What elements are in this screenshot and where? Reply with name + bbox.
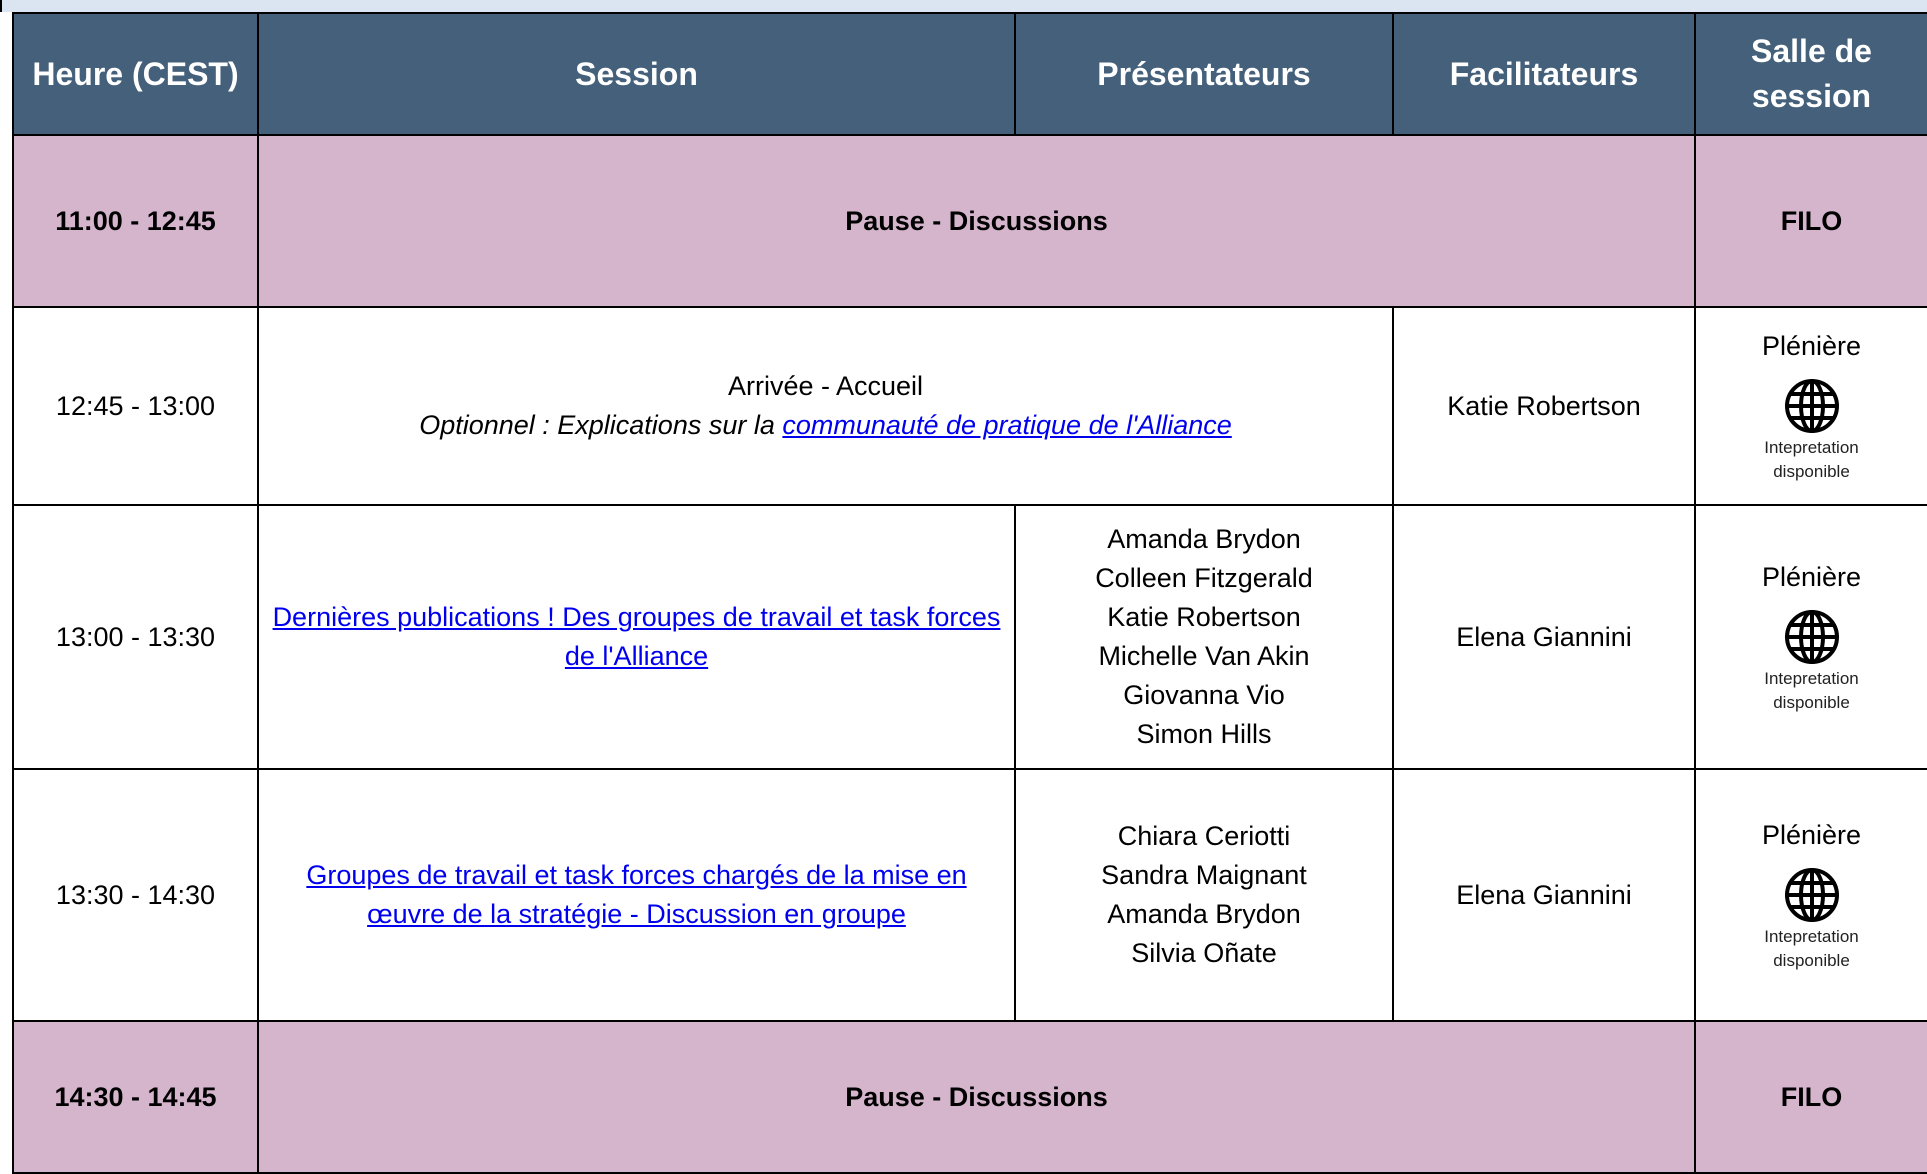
presenter-name: Colleen Fitzgerald [1095,563,1313,593]
table-row [13,135,1927,307]
interpretation-label-1: Intepretation [1764,438,1859,457]
globe-icon [1784,867,1840,923]
room-cell: FILO [1695,1021,1927,1173]
room-name: Plénière [1761,331,1862,361]
table-row [13,1021,1927,1173]
presenter-name: Silvia Oñate [1131,938,1277,968]
table-row [13,505,1927,769]
session-cell: Pause - Discussions [258,135,1695,307]
header-time: Heure (CEST) [13,13,258,135]
presenters-cell [1015,769,1393,1021]
time-cell: 13:30 - 14:30 [13,769,258,1021]
header-presenters: Présentateurs [1015,13,1393,135]
facilitator-cell: Elena Giannini [1393,505,1695,769]
interpretation-label-2: disponible [1773,462,1850,481]
room-name: Plénière [1761,820,1862,850]
time-cell: 13:00 - 13:30 [13,505,258,769]
session-subtitle [259,406,1392,445]
presenter-name: Amanda Brydon [1107,524,1301,554]
session-cell [258,505,1015,769]
presenter-name: Michelle Van Akin [1098,641,1310,671]
latest-publications-link[interactable]: Dernières publications ! Des groupes de travail et task forces de l'Alliance [272,602,1001,671]
interpretation-label-1: Intepretation [1764,669,1859,688]
room-cell [1695,769,1927,1021]
time-cell: 14:30 - 14:45 [13,1021,258,1173]
facilitator-cell: Katie Robertson [1393,307,1695,505]
session-title: Arrivée - Accueil [727,371,924,401]
presenter-name: Simon Hills [1136,719,1272,749]
time-cell: 11:00 - 12:45 [13,135,258,307]
presenter-name: Sandra Maignant [1101,860,1307,890]
room-cell [1695,505,1927,769]
globe-icon [1784,609,1840,665]
globe-icon [1784,378,1840,434]
interpretation-label-2: disponible [1773,693,1850,712]
session-subtitle-prefix: Optionnel : Explications sur la [419,410,783,440]
community-of-practice-link[interactable]: communauté de pratique de l'Alliance [782,410,1232,440]
header-room: Salle de session [1695,13,1927,135]
table-row [13,307,1927,505]
interpretation-label-1: Intepretation [1764,927,1859,946]
header-row [13,13,1927,135]
presenter-name: Giovanna Vio [1123,680,1285,710]
header-facilitators: Facilitateurs [1393,13,1695,135]
schedule-table [12,12,1927,1174]
header-session: Session [258,13,1015,135]
session-cell: Pause - Discussions [258,1021,1695,1173]
facilitator-cell: Elena Giannini [1393,769,1695,1021]
session-cell [258,307,1393,505]
presenter-name: Chiara Ceriotti [1117,821,1291,851]
room-name: Plénière [1761,562,1862,592]
interpretation-label-2: disponible [1773,951,1850,970]
room-cell: FILO [1695,135,1927,307]
session-cell [258,769,1015,1021]
presenters-cell [1015,505,1393,769]
presenter-name: Amanda Brydon [1107,899,1301,929]
time-cell: 12:45 - 13:00 [13,307,258,505]
strategy-working-groups-link[interactable]: Groupes de travail et task forces chargés de la mise en œuvre de la stratégie - Discussion en groupe [306,860,967,929]
top-strip [0,0,1927,12]
table-row [13,769,1927,1021]
room-cell [1695,307,1927,505]
presenter-name: Katie Robertson [1107,602,1301,632]
